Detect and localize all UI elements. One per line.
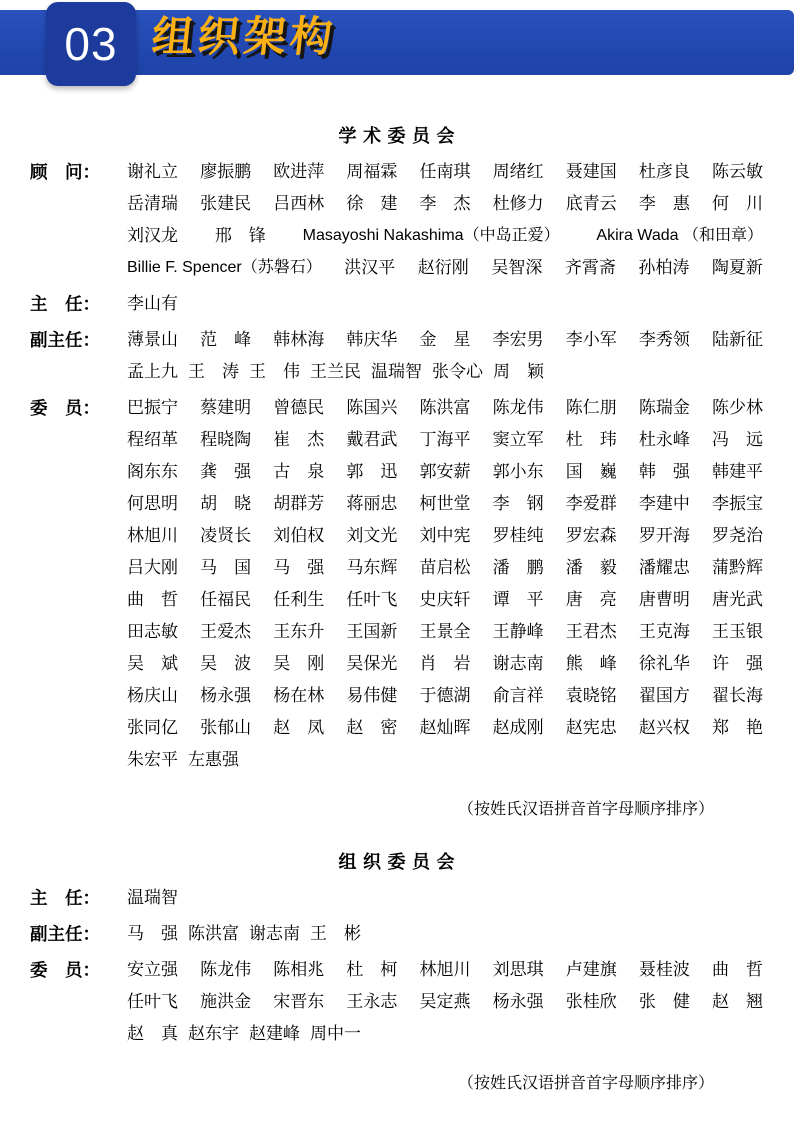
person-name: 陈洪富 — [419, 398, 471, 417]
name-line — [127, 1018, 763, 1050]
person-name: 苗启松 — [419, 558, 471, 577]
person-name: 唐光武 — [712, 590, 763, 609]
person-name: 曾德民 — [273, 398, 325, 417]
person-name: 薄景山 — [127, 330, 178, 349]
person-name: 翟长海 — [712, 686, 763, 705]
person-name: 张 健 — [638, 992, 690, 1011]
person-name: 林旭川 — [419, 960, 471, 979]
page-header — [0, 0, 794, 92]
person-name: 任南琪 — [419, 162, 471, 181]
person-name: 赵衍刚 — [417, 258, 469, 277]
person-name: 田志敏 — [127, 622, 178, 641]
person-name: 陈国兴 — [346, 398, 398, 417]
person-name: 杨在林 — [273, 686, 325, 705]
person-name: 李山有 — [127, 294, 178, 313]
name-line — [127, 252, 763, 284]
person-name: 李宏男 — [492, 330, 544, 349]
person-name: 任叶飞 — [127, 992, 178, 1011]
row-content — [127, 288, 794, 320]
name-line — [127, 616, 763, 648]
row-label: 主 任： — [30, 888, 100, 908]
person-name: 王永志 — [346, 992, 398, 1011]
person-name: 任利生 — [273, 590, 325, 609]
person-name: 李秀领 — [638, 330, 690, 349]
person-name: 戴君武 — [346, 430, 398, 449]
person-name: 任福民 — [200, 590, 252, 609]
name-line — [127, 744, 763, 776]
row-label: 副主任： — [30, 330, 100, 350]
person-name: 安立强 — [127, 960, 178, 979]
academic-committee-rows — [0, 156, 794, 776]
person-name: 谢礼立 — [127, 162, 178, 181]
person-name: 陶夏新 — [711, 258, 763, 277]
person-name: 张建民 — [200, 194, 252, 213]
person-name: 胡 晓 — [200, 494, 252, 513]
person-name: 于德湖 — [419, 686, 471, 705]
person-name: 李小军 — [565, 330, 617, 349]
person-name: 巴振宁 — [127, 398, 178, 417]
person-name: 刘中宪 — [419, 526, 471, 545]
person-name: 张令心 — [432, 362, 483, 381]
person-name: 赵建峰 — [249, 1024, 300, 1043]
person-name: 罗宏森 — [565, 526, 617, 545]
person-name: 温瑞智 — [127, 888, 178, 907]
person-name: 窦立军 — [492, 430, 544, 449]
person-name: 韩 强 — [638, 462, 690, 481]
person-name: 唐曹明 — [638, 590, 690, 609]
person-name: 唐 亮 — [565, 590, 617, 609]
person-name: 熊 峰 — [565, 654, 617, 673]
person-name: 冯 远 — [712, 430, 763, 449]
person-name: 陈仁朋 — [565, 398, 617, 417]
person-name: 齐霄斋 — [564, 258, 616, 277]
person-name: 吴智深 — [491, 258, 543, 277]
name-line — [127, 288, 763, 320]
person-name: 肖 岩 — [419, 654, 471, 673]
person-name: 国 巍 — [565, 462, 617, 481]
person-name: 韩林海 — [273, 330, 325, 349]
person-name: 俞言祥 — [492, 686, 544, 705]
name-line — [127, 552, 763, 584]
person-name: 韩建平 — [712, 462, 763, 481]
person-name: 许 强 — [712, 654, 763, 673]
person-name: 何 川 — [712, 194, 763, 213]
row-content — [127, 156, 794, 284]
person-name: 徐礼华 — [638, 654, 690, 673]
person-name: 王兰民 — [310, 362, 361, 381]
person-name: 廖振鹏 — [200, 162, 252, 181]
person-name: 孟上九 — [127, 362, 178, 381]
person-name: 潘 鹏 — [492, 558, 544, 577]
person-name: 马东辉 — [346, 558, 398, 577]
person-name: 李 惠 — [638, 194, 690, 213]
name-line — [127, 584, 763, 616]
person-name: 张同亿 — [127, 718, 178, 737]
name-line — [127, 324, 763, 356]
person-name: 陈瑞金 — [638, 398, 690, 417]
person-name: 张郁山 — [200, 718, 252, 737]
person-name: 李 钢 — [492, 494, 544, 513]
row-label: 副主任： — [30, 924, 100, 944]
person-name: 王静峰 — [492, 622, 544, 641]
person-name: 柯世堂 — [419, 494, 471, 513]
name-line — [127, 156, 763, 188]
row-label: 委 员： — [30, 960, 100, 980]
person-name: 赵 翘 — [712, 992, 763, 1011]
person-name: 马 国 — [200, 558, 252, 577]
person-name: 王 伟 — [249, 362, 300, 381]
person-name: 周中一 — [310, 1024, 361, 1043]
person-name: 王 涛 — [188, 362, 239, 381]
academic-committee-title: 学 术 委 员 会 — [338, 126, 456, 146]
name-line — [127, 712, 763, 744]
person-name: 王克海 — [638, 622, 690, 641]
sort-note: （按姓氏汉语拼音首字母顺序排序） — [457, 1075, 714, 1092]
person-name: 吴 斌 — [127, 654, 178, 673]
person-name: 张桂欣 — [565, 992, 617, 1011]
person-name: 谭 平 — [492, 590, 544, 609]
name-line — [127, 986, 763, 1018]
person-name: 崔 杰 — [273, 430, 325, 449]
person-name: 程绍革 — [127, 430, 178, 449]
person-name: 罗桂纯 — [492, 526, 544, 545]
person-name: 李振宝 — [712, 494, 763, 513]
row-content — [127, 324, 794, 388]
row-label: 顾 问： — [30, 162, 100, 182]
name-line — [127, 188, 763, 220]
person-name: 吴保光 — [346, 654, 398, 673]
person-name: 吴 波 — [200, 654, 252, 673]
person-name: 杜彦良 — [638, 162, 690, 181]
name-line — [127, 220, 763, 252]
person-name: 温瑞智 — [371, 362, 422, 381]
person-name: 龚 强 — [200, 462, 252, 481]
row-content — [127, 882, 794, 914]
person-name: 杜永峰 — [638, 430, 690, 449]
name-line — [127, 882, 763, 914]
person-name: 赵兴权 — [638, 718, 690, 737]
person-name: Masayoshi Nakashima（中岛正爱） — [302, 227, 560, 244]
person-name: 李建中 — [638, 494, 690, 513]
person-name: 卢建旗 — [565, 960, 617, 979]
person-name: 徐 建 — [346, 194, 398, 213]
person-name: 底青云 — [565, 194, 617, 213]
organizing-committee-section — [0, 848, 794, 1096]
organizing-committee-title: 组 织 委 员 会 — [338, 852, 456, 872]
person-name: 欧进萍 — [273, 162, 325, 181]
person-name: 李爱群 — [565, 494, 617, 513]
committee-row — [0, 392, 794, 776]
person-name: 罗开海 — [638, 526, 690, 545]
person-name: 赵 真 — [127, 1024, 178, 1043]
person-name: 陈少林 — [712, 398, 763, 417]
name-line — [127, 918, 763, 950]
person-name: 曲 哲 — [127, 590, 178, 609]
name-line — [127, 954, 763, 986]
person-name: 翟国方 — [638, 686, 690, 705]
row-label: 委 员： — [30, 398, 100, 418]
person-name: 吕大刚 — [127, 558, 178, 577]
person-name: 马 强 — [273, 558, 325, 577]
person-name: 李 杰 — [419, 194, 471, 213]
person-name: 赵 密 — [346, 718, 398, 737]
row-content — [127, 918, 794, 950]
person-name: 陈相兆 — [273, 960, 325, 979]
name-line — [127, 356, 763, 388]
name-line — [127, 520, 763, 552]
person-name: 赵成刚 — [492, 718, 544, 737]
person-name: 潘 毅 — [565, 558, 617, 577]
person-name: 蒲黔辉 — [712, 558, 763, 577]
person-name: 陈龙伟 — [492, 398, 544, 417]
person-name: 岳清瑞 — [127, 194, 178, 213]
name-line — [127, 456, 763, 488]
row-content — [127, 954, 794, 1050]
person-name: 王景全 — [419, 622, 471, 641]
person-name: 郭 迅 — [346, 462, 398, 481]
person-name: 刘思琪 — [492, 960, 544, 979]
person-name: 刘伯权 — [273, 526, 325, 545]
person-name: 赵灿晖 — [419, 718, 471, 737]
person-name: 蒋丽忠 — [346, 494, 398, 513]
person-name: 吴 刚 — [273, 654, 325, 673]
person-name: 赵宪忠 — [565, 718, 617, 737]
name-line — [127, 680, 763, 712]
person-name: 阁东东 — [127, 462, 178, 481]
person-name: 林旭川 — [127, 526, 178, 545]
person-name: 刘文光 — [346, 526, 398, 545]
name-line — [127, 424, 763, 456]
person-name: 袁晓铭 — [565, 686, 617, 705]
person-name: 杨永强 — [492, 992, 544, 1011]
person-name: 郭安薪 — [419, 462, 471, 481]
person-name: 杨庆山 — [127, 686, 178, 705]
person-name: 郑 艳 — [712, 718, 763, 737]
person-name: 杨永强 — [200, 686, 252, 705]
person-name: 杜 柯 — [346, 960, 398, 979]
person-name: 王国新 — [346, 622, 398, 641]
person-name: 胡群芳 — [273, 494, 325, 513]
page-number: 03 — [64, 18, 118, 70]
page-number-badge — [46, 2, 136, 86]
person-name: 朱宏平 — [127, 750, 178, 769]
name-line — [127, 392, 763, 424]
person-name: 罗尧治 — [712, 526, 763, 545]
person-name: 周福霖 — [346, 162, 398, 181]
person-name: 谢志南 — [492, 654, 544, 673]
committee-row — [0, 954, 794, 1050]
person-name: 易伟健 — [346, 686, 398, 705]
person-name: 蔡建明 — [200, 398, 252, 417]
person-name: 周绪红 — [492, 162, 544, 181]
person-name: 金 星 — [419, 330, 471, 349]
row-content — [127, 392, 794, 776]
name-line — [127, 648, 763, 680]
sort-note: （按姓氏汉语拼音首字母顺序排序） — [457, 801, 714, 818]
person-name: 王爱杰 — [200, 622, 252, 641]
committee-row — [0, 288, 794, 320]
person-name: 洪汉平 — [344, 258, 396, 277]
person-name: 潘耀忠 — [638, 558, 690, 577]
person-name: 杜 玮 — [565, 430, 617, 449]
person-name: 曲 哲 — [712, 960, 763, 979]
person-name: 丁海平 — [419, 430, 471, 449]
person-name: 史庆轩 — [419, 590, 471, 609]
person-name: 聂桂波 — [638, 960, 690, 979]
organizing-committee-rows — [0, 882, 794, 1050]
person-name: 周 颖 — [493, 362, 544, 381]
person-name: 陈龙伟 — [200, 960, 252, 979]
person-name: 王东升 — [273, 622, 325, 641]
committee-row — [0, 882, 794, 914]
person-name: 刘汉龙 — [127, 226, 178, 245]
person-name: 赵 凤 — [273, 718, 325, 737]
person-name: 郭小东 — [492, 462, 544, 481]
person-name: 宋晋东 — [273, 992, 325, 1011]
person-name: 任叶飞 — [346, 590, 398, 609]
committee-row — [0, 156, 794, 284]
person-name: 孙柏涛 — [638, 258, 690, 277]
person-name: 谢志南 — [249, 924, 300, 943]
person-name: 何思明 — [127, 494, 178, 513]
person-name: 陈云敏 — [712, 162, 763, 181]
person-name: 程晓陶 — [200, 430, 252, 449]
committee-row — [0, 324, 794, 388]
person-name: 王 彬 — [310, 924, 361, 943]
person-name: 王君杰 — [565, 622, 617, 641]
person-name: 聂建国 — [565, 162, 617, 181]
person-name: 马 强 — [127, 924, 178, 943]
person-name: 凌贤长 — [200, 526, 252, 545]
person-name: Billie F. Spencer（苏磐石） — [127, 259, 322, 276]
row-label: 主 任： — [30, 294, 100, 314]
person-name: 吴定燕 — [419, 992, 471, 1011]
person-name: 韩庆华 — [346, 330, 398, 349]
person-name: 吕西林 — [273, 194, 325, 213]
person-name: 陈洪富 — [188, 924, 239, 943]
academic-committee-section — [0, 122, 794, 822]
person-name: 范 峰 — [200, 330, 252, 349]
person-name: 古 泉 — [273, 462, 325, 481]
name-line — [127, 488, 763, 520]
person-name: 邢 锋 — [214, 226, 266, 245]
committee-row — [0, 918, 794, 950]
person-name: 施洪金 — [200, 992, 252, 1011]
person-name: 王玉银 — [712, 622, 763, 641]
person-name: Akira Wada （和田章） — [596, 227, 763, 244]
person-name: 陆新征 — [712, 330, 763, 349]
page-header-title: 组织架构 — [149, 13, 339, 60]
person-name: 赵东宇 — [188, 1024, 239, 1043]
person-name: 左惠强 — [188, 750, 239, 769]
person-name: 杜修力 — [492, 194, 544, 213]
